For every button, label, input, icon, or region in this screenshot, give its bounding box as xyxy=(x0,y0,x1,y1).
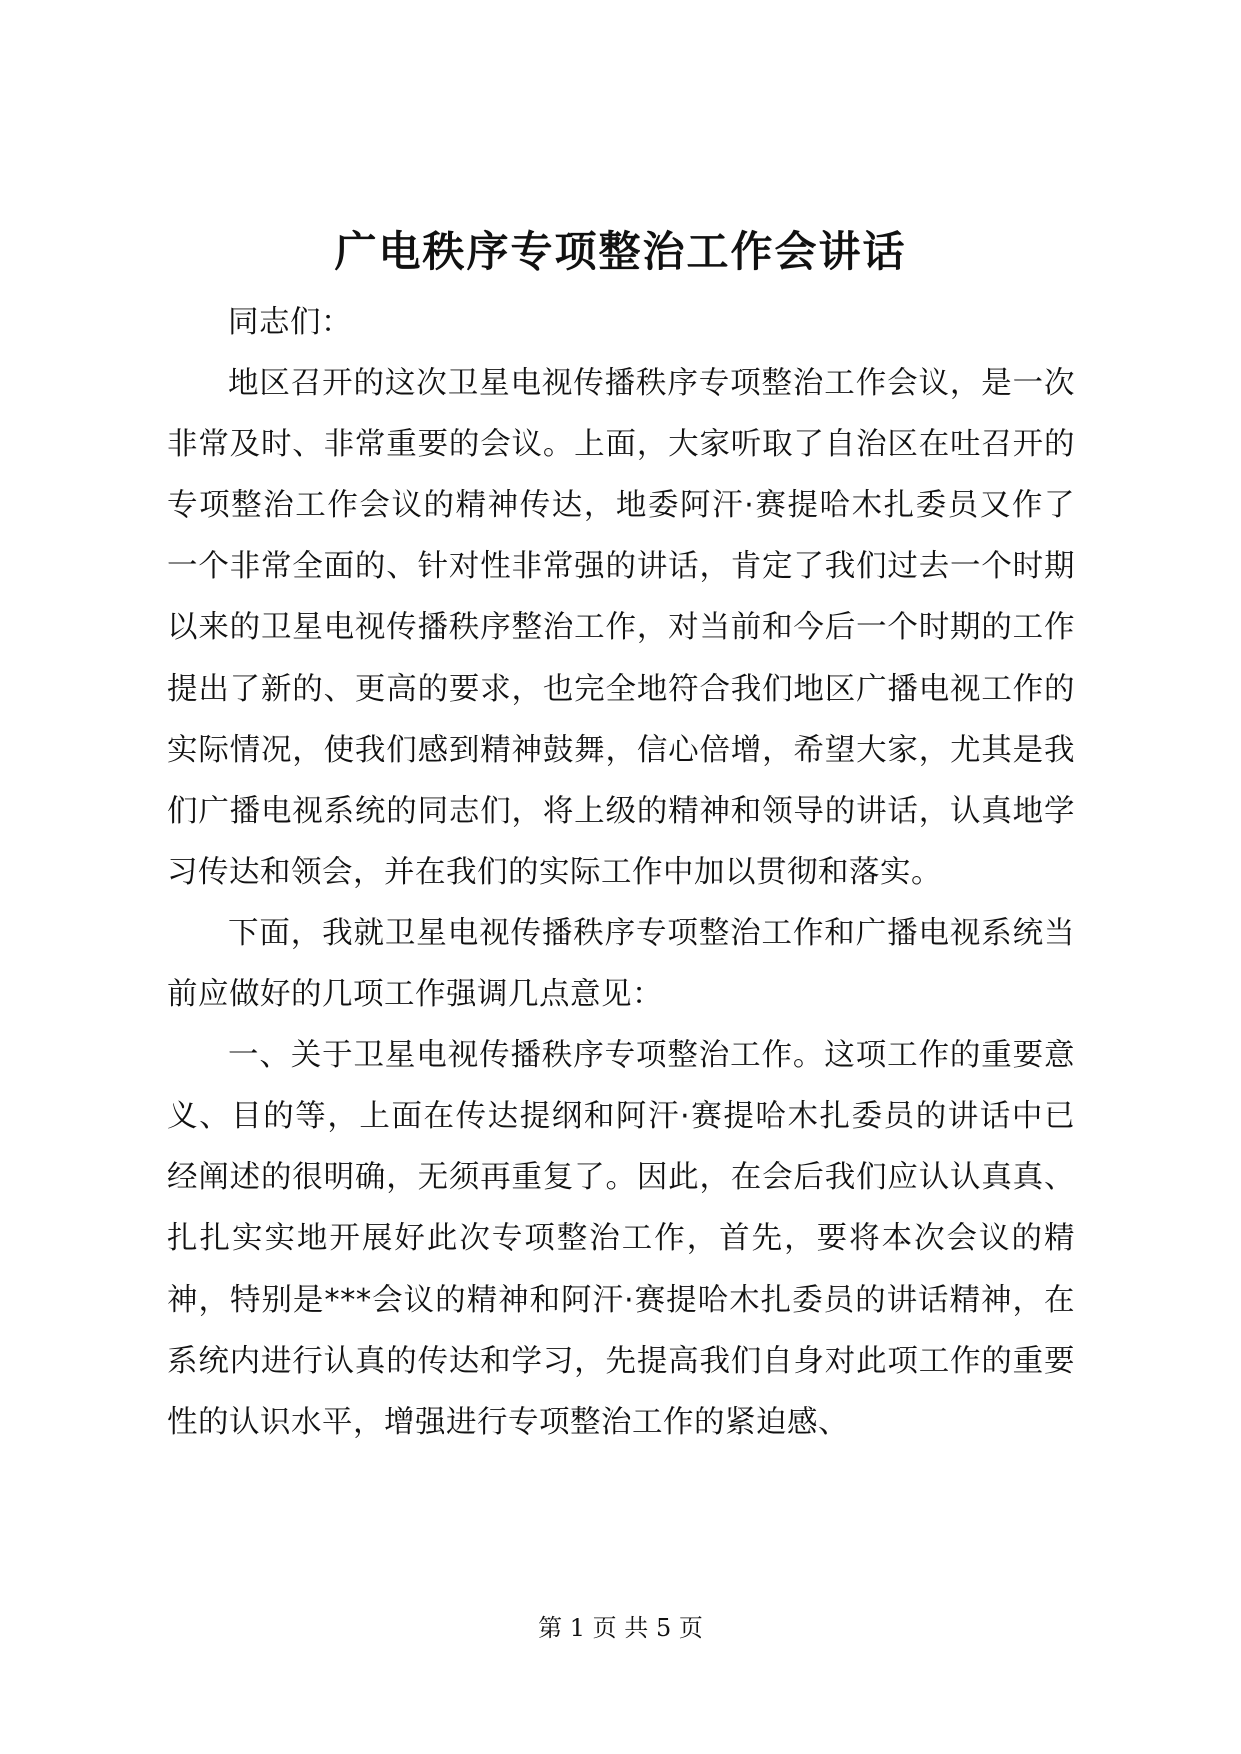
body-paragraph: 下面，我就卫星电视传播秩序专项整治工作和广播电视系统当前应做好的几项工作强调几点意见： xyxy=(167,915,1075,1013)
document-title: 广电秩序专项整治工作会讲话 xyxy=(334,227,907,276)
document-body xyxy=(167,292,1075,1453)
body-paragraph: 地区召开的这次卫星电视传播秩序专项整治工作会议，是一次非常及时、非常重要的会议。上面，大家听取了自治区在吐召开的专项整治工作会议的精神传达，地委阿汗·赛提哈木扎委员又作了一个非常全面的、针对性非常强的讲话，肯定了我们过去一个时期以来的卫星电视传播秩序整治工作，对当前和今后一个时期的工作提出了新的、更高的要求，也完全地符合我们地区广播电视工作的实际情况，使我们感到精神鼓舞，信心倍增，希望大家，尤其是我们广播电视系统的同志们，将上级的精神和领导的讲话，认真地学习传达和领会，并在我们的实际工作中加以贯彻和落实。 xyxy=(167,366,1075,890)
salutation-paragraph: 同志们： xyxy=(228,305,352,340)
body-paragraph: 一、关于卫星电视传播秩序专项整治工作。这项工作的重要意义、目的等，上面在传达提纲和阿汗·赛提哈木扎委员的讲话中已经阐述的很明确，无须再重复了。因此，在会后我们应认认真真、扎扎实实地开展好此次专项整治工作，首先，要将本次会议的精神，特别是***会议的精神和阿汗·赛提哈木扎委员的讲话精神，在系统内进行认真的传达和学习，先提高我们自身对此项工作的重要性的认识水平，增强进行专项整治工作的紧迫感、 xyxy=(167,1038,1075,1440)
page-footer: 第 1 页 共 5 页 xyxy=(538,1614,703,1642)
